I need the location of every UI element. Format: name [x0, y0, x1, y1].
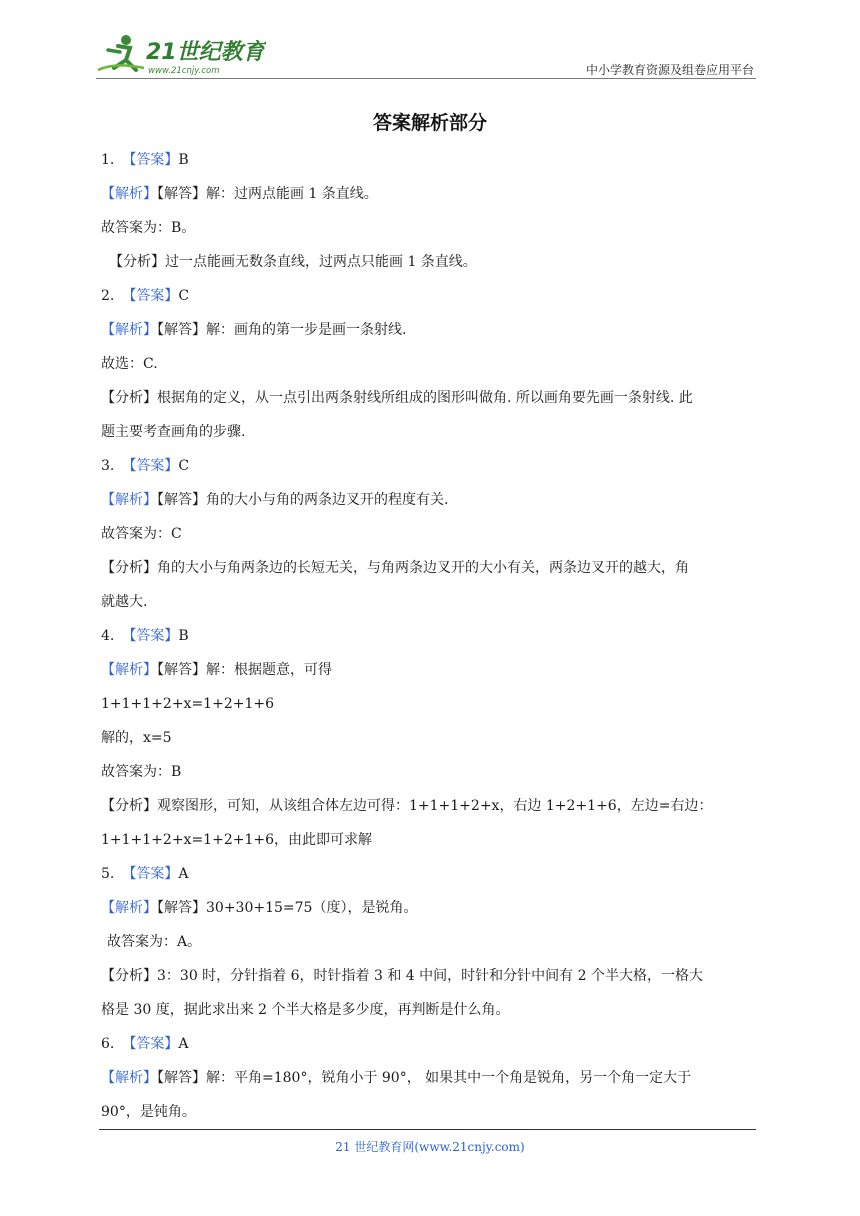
solution-label: 【解答】 — [157, 1070, 206, 1086]
analysis-label: 【解析】 — [101, 662, 157, 678]
page-title: 答案解析部分 — [372, 112, 487, 134]
item-number: 6. — [101, 1036, 115, 1052]
item-5-explain — [101, 963, 761, 997]
item-1-analysis — [101, 181, 761, 215]
explain-text: 过一点能画无数条直线，过两点只能画 1 条直线。 — [165, 254, 477, 270]
analysis-text: 解：画角的第一步是画一条射线. — [206, 322, 407, 338]
svg-text:21世纪教育: 21世纪教育 — [146, 40, 265, 65]
analysis-label: 【解析】 — [101, 322, 157, 338]
analysis-text: 解：过两点能画 1 条直线。 — [206, 186, 378, 202]
answer-label: 【答案】 — [122, 458, 179, 474]
answer-value: C — [178, 458, 190, 474]
explain-text: 角的大小与角两条边的长短无关，与角两条边叉开的大小有关，两条边叉开的越大，角 — [157, 560, 689, 576]
item-5-explain-cont: 格是 30 度，据此求出来 2 个半大格是多少度，再判断是什么角。 — [101, 1002, 510, 1018]
item-1-explain — [101, 249, 761, 283]
item-6-analysis — [101, 1065, 761, 1099]
site-logo[interactable] — [96, 30, 266, 78]
item-2-answer — [101, 283, 761, 317]
solution-label: 【解答】 — [157, 900, 206, 916]
answer-value: B — [178, 628, 189, 644]
analysis-label: 【解析】 — [101, 492, 157, 508]
footer-link[interactable]: 21 世纪教育网(www.21cnjy.com) — [335, 1140, 525, 1154]
footer-divider — [99, 1129, 756, 1130]
item-4-explain — [101, 793, 761, 827]
explain-text: 观察图形，可知，从该组合体左边可得：1+1+1+2+x，右边 1+2+1+6，左边=右边： — [157, 798, 713, 814]
item-5-analysis — [101, 895, 761, 929]
item-2-conclusion: 故选：C. — [101, 356, 158, 372]
item-3-conclusion: 故答案为：C — [101, 526, 182, 542]
item-1-conclusion: 故答案为：B。 — [101, 220, 196, 236]
item-2-explain — [101, 385, 761, 419]
answer-content — [101, 147, 761, 1133]
svg-text:www.21cnjy.com: www.21cnjy.com — [148, 66, 220, 76]
answer-value: A — [178, 866, 189, 882]
analysis-label: 【解析】 — [101, 900, 157, 916]
item-3-explain-cont: 就越大. — [101, 594, 148, 610]
explain-text: 3：30 时，分针指着 6，时针指着 3 和 4 中间，时针和分针中间有 2 个半大格，一格大 — [157, 968, 703, 984]
answer-label: 【答案】 — [122, 152, 179, 168]
answer-label: 【答案】 — [122, 866, 179, 882]
item-4-analysis — [101, 657, 761, 691]
explain-text: 根据角的定义，从一点引出两条射线所组成的图形叫做角. 所以画角要先画一条射线. 此 — [157, 390, 693, 406]
item-number: 1. — [101, 152, 115, 168]
analysis-text: 角的大小与角的两条边叉开的程度有关. — [206, 492, 449, 508]
explain-label: 【分析】 — [101, 390, 157, 406]
solution-label: 【解答】 — [157, 662, 206, 678]
item-4-solution: 解的，x=5 — [101, 730, 172, 746]
solution-label: 【解答】 — [157, 322, 206, 338]
item-6-answer — [101, 1031, 761, 1065]
item-6-analysis-cont: 90°，是钝角。 — [101, 1104, 196, 1120]
answer-label: 【答案】 — [122, 288, 179, 304]
item-4-equation: 1+1+1+2+x=1+2+1+6 — [101, 696, 274, 712]
page-header — [96, 30, 756, 80]
explain-label: 【分析】 — [109, 254, 165, 270]
item-number: 4. — [101, 628, 115, 644]
answer-label: 【答案】 — [122, 628, 179, 644]
platform-name: 中小学教育资源及组卷应用平台 — [585, 63, 754, 77]
answer-value: B — [178, 152, 189, 168]
explain-label: 【分析】 — [101, 968, 157, 984]
analysis-label: 【解析】 — [101, 1070, 157, 1086]
analysis-label: 【解析】 — [101, 186, 157, 202]
item-number: 5. — [101, 866, 115, 882]
item-number: 2. — [101, 288, 115, 304]
header-divider — [96, 78, 756, 79]
item-4-conclusion: 故答案为：B — [101, 764, 182, 780]
item-4-answer — [101, 623, 761, 657]
explain-label: 【分析】 — [101, 798, 157, 814]
item-2-explain-cont: 题主要考查画角的步骤. — [101, 424, 246, 440]
analysis-text: 30+30+15=75（度），是锐角。 — [206, 900, 418, 916]
item-4-explain-cont: 1+1+1+2+x=1+2+1+6，由此即可求解 — [101, 832, 372, 848]
item-5-conclusion: 故答案为：A。 — [107, 934, 202, 950]
item-3-answer — [101, 453, 761, 487]
explain-label: 【分析】 — [101, 560, 157, 576]
analysis-text: 解：根据题意，可得 — [206, 662, 332, 678]
solution-label: 【解答】 — [157, 186, 206, 202]
solution-label: 【解答】 — [157, 492, 206, 508]
item-2-analysis — [101, 317, 761, 351]
logo-graphic — [96, 30, 266, 78]
item-5-answer — [101, 861, 761, 895]
answer-value: A — [178, 1036, 189, 1052]
item-number: 3. — [101, 458, 115, 474]
answer-value: C — [178, 288, 190, 304]
item-3-analysis — [101, 487, 761, 521]
answer-label: 【答案】 — [122, 1036, 179, 1052]
item-3-explain — [101, 555, 761, 589]
item-1-answer — [101, 147, 761, 181]
analysis-text: 解：平角=180°，锐角小于 90°， 如果其中一个角是锐角，另一个角一定大于 — [206, 1070, 692, 1086]
